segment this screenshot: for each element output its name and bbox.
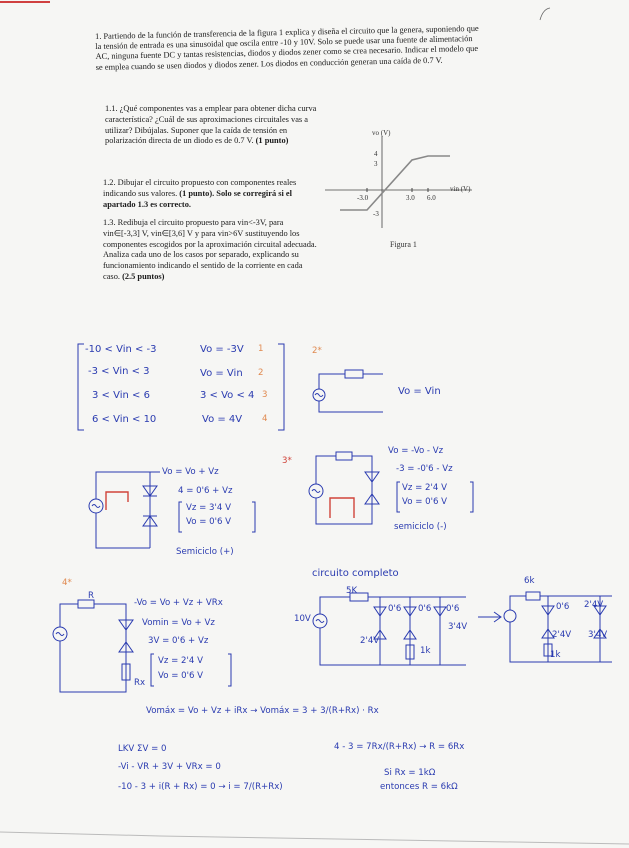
c3-res1: Vz = 2'4 V bbox=[402, 483, 447, 493]
cc2-1k: 1k bbox=[550, 650, 561, 660]
fig-ylabel: vo (V) bbox=[372, 129, 391, 137]
cc-24: 2'4V bbox=[360, 636, 380, 646]
top-left-red-mark bbox=[0, 0, 60, 8]
eq-lkv2: -10 - 3 + i(R + Rx) = 0 → i = 7/(R+Rx) bbox=[118, 782, 283, 792]
cc2-34: 2'4V bbox=[584, 600, 604, 610]
eq-si: Si Rx = 1kΩ bbox=[384, 768, 436, 778]
c3-label: semiciclo (-) bbox=[394, 522, 447, 532]
eq-lkv: LKV ΣV = 0 bbox=[118, 744, 167, 754]
case-3-out: 3 < Vo < 4 bbox=[200, 390, 255, 401]
case-2-tag: 2 bbox=[258, 368, 264, 378]
case-2-range: -3 < Vin < 3 bbox=[88, 366, 150, 377]
fig-tick-neg3: -3 bbox=[373, 210, 379, 218]
marker-4: 4* bbox=[62, 578, 72, 588]
question-1-1 bbox=[105, 104, 320, 147]
fig-tick-4: 4 bbox=[374, 150, 378, 158]
c1-eq2: 4 = 0'6 + Vz bbox=[178, 486, 233, 496]
question-intro bbox=[95, 24, 481, 76]
c1-res1: Vz = 3'4 V bbox=[186, 503, 231, 513]
cc-1k: 1k bbox=[420, 646, 431, 656]
marker-2: 2* bbox=[312, 346, 322, 356]
cc-06b: 0'6 bbox=[418, 604, 432, 614]
case-3-range: 3 < Vin < 6 bbox=[92, 390, 150, 401]
case-4-out: Vo = 4V bbox=[202, 414, 243, 425]
q13-points: (2.5 puntos) bbox=[122, 271, 165, 281]
c4-eq1: -Vo = Vo + Vz + VRx bbox=[134, 598, 223, 608]
cc2-6k: 6k bbox=[524, 576, 535, 586]
case-1-out: Vo = -3V bbox=[200, 344, 244, 355]
fig-xlabel: vin (V) bbox=[450, 185, 471, 193]
fig-tick-neg3-0: -3.0 bbox=[357, 194, 369, 202]
case-2-out: Vo = Vin bbox=[200, 368, 243, 379]
fig-tick-6-0: 6.0 bbox=[427, 194, 436, 202]
case-1-tag: 1 bbox=[258, 344, 264, 354]
vo-equals-vin: Vo = Vin bbox=[398, 386, 441, 397]
cc-34: 3'4V bbox=[448, 622, 468, 632]
q12-text: 1.2. Dibujar el circuito propuesto con componentes reales indicando sus valores. bbox=[103, 178, 297, 198]
fig-tick-3-0: 3.0 bbox=[406, 194, 415, 202]
transfer-function-figure bbox=[320, 128, 480, 238]
figure-caption: Figura 1 bbox=[390, 240, 417, 249]
c1-eq1: Vo = Vo + Vz bbox=[162, 467, 219, 477]
complete-circuit-title: circuito completo bbox=[312, 568, 399, 579]
eq-lkv1: -Vi - VR + 3V + VRx = 0 bbox=[118, 762, 221, 772]
eq-4: 4 - 3 = 7Rx/(R+Rx) → R = 6Rx bbox=[334, 742, 465, 752]
circuit-case-2 bbox=[305, 360, 395, 420]
cc2-34b: 3'4V bbox=[588, 630, 608, 640]
cc-10v: 10V bbox=[294, 614, 311, 624]
fig-tick-3: 3 bbox=[374, 160, 378, 168]
case-4-tag: 4 bbox=[262, 414, 268, 424]
cc-06a: 0'6 bbox=[388, 604, 402, 614]
top-right-pen-mark bbox=[535, 5, 555, 25]
c4-Rx: Rx bbox=[134, 678, 146, 688]
c1-res2: Vo = 0'6 V bbox=[186, 517, 232, 527]
c1-label: Semiciclo (+) bbox=[176, 547, 234, 557]
cc-06c: 0'6 bbox=[446, 604, 460, 614]
bottom-edge-line bbox=[0, 830, 629, 848]
cc2-06: 0'6 bbox=[556, 602, 570, 612]
c4-R: R bbox=[88, 591, 94, 601]
c4-res1: Vz = 2'4 V bbox=[158, 656, 203, 666]
marker-3: 3* bbox=[282, 456, 292, 466]
case-1-range: -10 < Vin < -3 bbox=[85, 344, 157, 355]
circuit-case-3 bbox=[302, 446, 397, 531]
question-1-3 bbox=[103, 218, 318, 283]
c4-eq2: Vomin = Vo + Vz bbox=[142, 618, 215, 628]
eq-entonces: entonces R = 6kΩ bbox=[380, 782, 458, 792]
c4-eq3: 3V = 0'6 + Vz bbox=[148, 636, 209, 646]
cc-5k: 5K bbox=[346, 586, 358, 596]
intro-text: 1. Partiendo de la función de transferencia de la figura 1 explica y diseña el circuito que la genera, suponiendo que la tensión de entrada es una sinusoidal que oscila entre -10 y 10V. Solo se puede usar una fuente de alimentación AC, ninguna fuente DC y tantas resistencias, diodos y diodos zener como se crea necesario. Indicar el modelo que se emplea cuando se usen diodos y diodos zener. Los diodos en conducción generan una caída de 0.7 V. bbox=[95, 23, 479, 72]
c3-eq2: -3 = -0'6 - Vz bbox=[396, 464, 453, 474]
cc2-24: 2'4V bbox=[552, 630, 572, 640]
c3-eq1: Vo = -Vo - Vz bbox=[388, 446, 444, 456]
q11-text: 1.1. ¿Qué componentes vas a emplear para obtener dicha curva característica? ¿Cuál de sus aproximaciones circuitales vas a utilizar? Dibújalas. Suponer que la caída de tensión en polarización directa de un diodo es de 0.7 V. bbox=[105, 104, 317, 146]
case-4-range: 6 < Vin < 10 bbox=[92, 414, 157, 425]
case-3-tag: 3 bbox=[262, 390, 268, 400]
q12-points: (1 punto). Solo se corregirá si el apartado 1.3 es correcto. bbox=[103, 188, 292, 209]
circuit-case-4 bbox=[48, 592, 138, 702]
c4-res2: Vo = 0'6 V bbox=[158, 671, 204, 681]
c3-res2: Vo = 0'6 V bbox=[402, 497, 448, 507]
q11-points: (1 punto) bbox=[255, 136, 289, 146]
q13-text: 1.3. Redibuja el circuito propuesto para vin<-3V, para vin∈[-3,3] V, vin∈[3,6] V y para vin>6V sustituyendo los componentes escogidos por la aproximación circuital adecuada. Analiza cada uno de los casos por separado, explicando su funcionamiento indicando el sentido de la corriente en cada caso. bbox=[103, 218, 317, 281]
eq-vomax: Vomáx = Vo + Vz + iRx → Vomáx = 3 + 3/(R+Rx) · Rx bbox=[146, 706, 379, 716]
question-1-2 bbox=[103, 178, 318, 210]
